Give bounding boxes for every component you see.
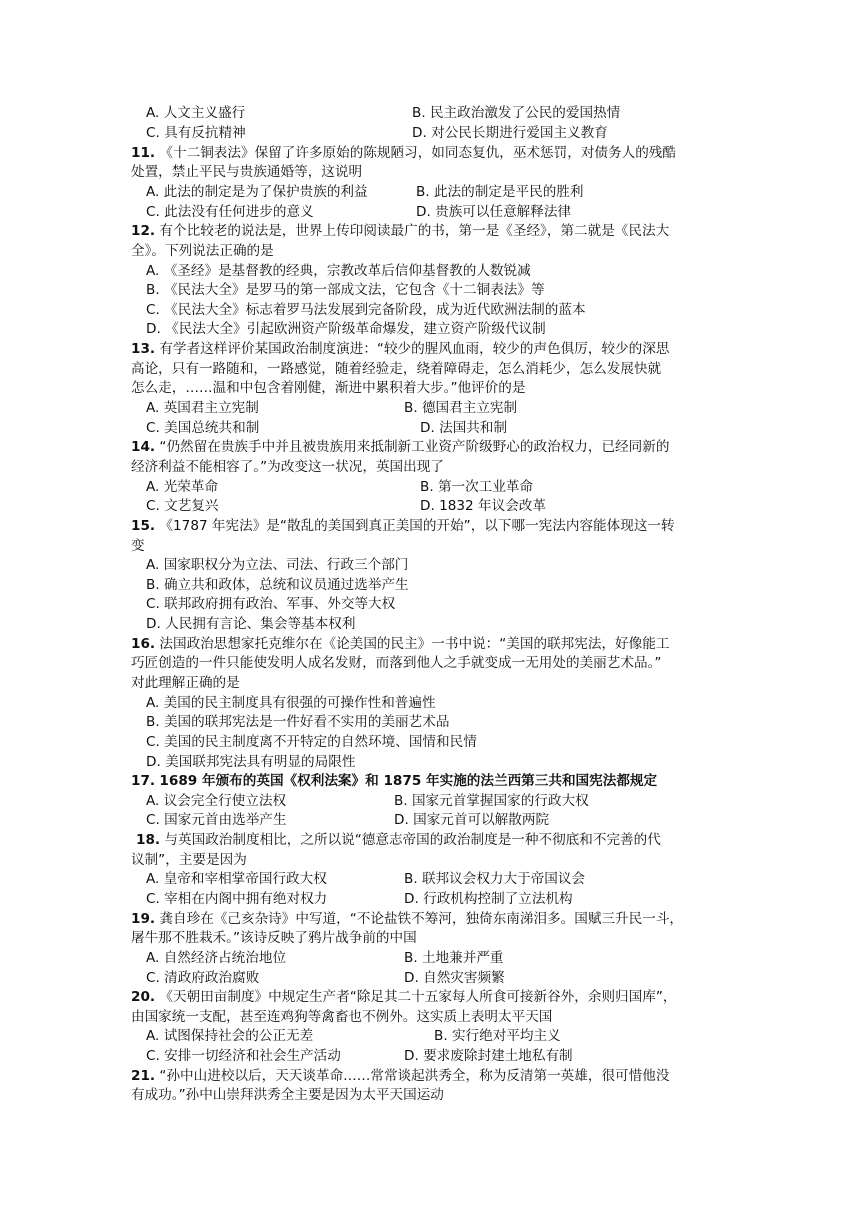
q16-stem-line-3: 对此理解正确的是 [131,675,240,691]
q19-option-b: B. 土地兼并严重 [404,950,504,966]
q11-stem-line-2: 处置，禁止平民与贵族通婚等，这说明 [131,164,363,180]
q14-number: 14. [131,439,156,455]
q18-number: 18. [136,832,161,848]
q10-option-b: B. 民主政治激发了公民的爱国热情 [412,105,621,121]
q12-option-a: A. 《圣经》是基督教的经典，宗教改革后信仰基督教的人数锐减 [146,263,531,279]
q16-option-d: D. 美国联邦宪法具有明显的局限性 [146,754,356,770]
q18-option-a: A. 皇帝和宰相掌帝国行政大权 [146,871,327,887]
q15-option-d: D. 人民拥有言论、集会等基本权利 [146,616,356,632]
q19-stem-line-1 [131,910,683,929]
q17-option-b: B. 国家元首掌握国家的行政大权 [394,793,589,809]
q15-stem-text-1: 《1787 年宪法》是“散乱的美国到真正美国的开始”，以下哪一宪法内容能体现这一转 [159,518,675,534]
q10-option-a: A. 人文主义盛行 [146,105,246,121]
q10-option-c: C. 具有反抗精神 [146,125,246,141]
q17-stem-text-1: 1689 年颁布的英国《权利法案》和 1875 年实施的法兰西第三共和国宪法都规定 [159,773,658,789]
q14-stem-line-2: 经济利益不能相容了。”为改变这一状况，英国出现了 [131,459,444,475]
q21-stem-text-1: “孙中山进校以后，天天谈革命……常常谈起洪秀全，称为反清第一英雄，很可惜他没 [159,1068,670,1084]
q13-number: 13. [131,341,156,357]
q17-option-a: A. 议会完全行使立法权 [146,793,287,809]
q10-option-d: D. 对公民长期进行爱国主义教育 [412,125,608,141]
q17-option-c: C. 国家元首由选举产生 [146,812,287,828]
q16-stem-line-2: 巧匠创造的一件只能使发明人成名发财，而落到他人之手就变成一无用处的美丽艺术品。” [131,655,662,671]
q11-option-a: A. 此法的制定是为了保护贵族的利益 [146,184,368,200]
q15-option-a: A. 国家职权分为立法、司法、行政三个部门 [146,557,409,573]
q18-stem-line-1 [136,831,661,850]
q18-option-c: C. 宰相在内阁中拥有绝对权力 [146,891,328,907]
q12-option-c: C. 《民法大全》标志着罗马法发展到完备阶段，成为近代欧洲法制的蓝本 [146,302,586,318]
q17-stem-line-1 [131,772,657,791]
q16-option-a: A. 美国的民主制度具有很强的可操作性和普遍性 [146,695,436,711]
q15-number: 15. [131,518,156,534]
q15-option-c: C. 联邦政府拥有政治、军事、外交等大权 [146,596,396,612]
q13-stem-line-3: 怎么走，……温和中包含着刚健，渐进中累积着大步。”他评价的是 [131,380,526,396]
q12-number: 12. [131,223,156,239]
q16-number: 16. [131,636,156,652]
q13-option-d: D. 法国共和制 [420,420,508,436]
q11-stem-line-1 [131,144,676,163]
q20-option-a: A. 试图保持社会的公正无差 [146,1028,314,1044]
q19-stem-text-1: 龚自珍在《己亥杂诗》中写道，“不论盐铁不筹河，独倚东南涕泪多。国赋三升民一斗， [159,911,684,927]
q11-option-c: C. 此法没有任何进步的意义 [146,204,314,220]
q14-stem-text-1: “仍然留在贵族手中并且被贵族用来抵制新工业资产阶级野心的政治权力，已经同新的 [159,439,670,455]
q13-stem-line-1 [131,340,669,359]
q20-stem-text-1: 《天朝田亩制度》中规定生产者“除足其二十五家每人所食可接新谷外，余则归国库”， [159,989,677,1005]
q13-stem-text-1: 有学者这样评价某国政治制度演进：“较少的腥风血雨，较少的声色俱厉，较少的深思 [159,341,670,357]
q13-option-b: B. 德国君主立宪制 [404,400,518,416]
q19-number: 19. [131,911,156,927]
q13-option-a: A. 英国君主立宪制 [146,400,259,416]
q19-option-d: D. 自然灾害频繁 [404,970,505,986]
q21-number: 21. [131,1068,156,1084]
q11-stem-text-1: 《十二铜表法》保留了许多原始的陈规陋习，如同态复仇，巫术惩罚，对债务人的残酷 [159,145,676,161]
q20-number: 20. [131,989,156,1005]
q20-option-c: C. 安排一切经济和社会生产活动 [146,1048,341,1064]
q18-option-d: D. 行政机构控制了立法机构 [404,891,573,907]
q19-stem-line-2: 屠牛那不胜栽禾。”该诗反映了鸦片战争前的中国 [131,930,417,946]
q14-option-a: A. 光荣革命 [146,479,219,495]
q11-number: 11. [131,145,156,161]
q11-option-d: D. 贵族可以任意解释法律 [416,204,572,220]
q18-stem-line-2: 议制”，主要是因为 [131,852,247,868]
q11-option-b: B. 此法的制定是平民的胜利 [416,184,584,200]
q21-stem-line-2: 有成功。”孙中山崇拜洪秀全主要是因为太平天国运动 [131,1087,444,1103]
q12-option-b: B. 《民法大全》是罗马的第一部成文法，它包含《十二铜表法》等 [146,282,545,298]
q21-stem-line-1 [131,1067,669,1086]
q15-stem-line-2: 变 [131,538,145,554]
q15-stem-line-1 [131,517,675,536]
q16-stem-line-1 [131,635,669,654]
q15-option-b: B. 确立共和政体，总统和议员通过选举产生 [146,577,409,593]
q17-option-d: D. 国家元首可以解散两院 [394,812,550,828]
q19-option-a: A. 自然经济占统治地位 [146,950,287,966]
q19-option-c: C. 清政府政治腐败 [146,970,260,986]
q20-option-b: B. 实行绝对平均主义 [434,1028,561,1044]
q20-stem-line-1 [131,988,676,1007]
q16-option-c: C. 美国的民主制度离不开特定的自然环境、国情和民情 [146,734,477,750]
q12-stem-line-2: 全》。下列说法正确的是 [131,243,274,259]
q20-stem-line-2: 由国家统一支配，甚至连鸡狗等禽畜也不例外。这实质上表明太平天国 [131,1009,553,1025]
q13-option-c: C. 美国总统共和制 [146,420,260,436]
q20-option-d: D. 要求废除封建土地私有制 [404,1048,573,1064]
q14-stem-line-1 [131,438,669,457]
q17-number: 17. [131,773,156,789]
q12-option-d: D. 《民法大全》引起欧洲资产阶级革命爆发，建立资产阶级代议制 [146,321,546,337]
q14-option-b: B. 第一次工业革命 [420,479,534,495]
q18-option-b: B. 联邦议会权力大于帝国议会 [404,871,586,887]
q14-option-d: D. 1832 年议会改革 [420,498,546,514]
q12-stem-text-1: 有个比较老的说法是，世界上传印阅读最广的书，第一是《圣经》，第二就是《民法大 [159,223,670,239]
q12-stem-line-1 [131,222,669,241]
q16-stem-text-1: 法国政治思想家托克维尔在《论美国的民主》一书中说：“美国的联邦宪法，好像能工 [159,636,670,652]
q18-stem-text-1: 与英国政治制度相比，之所以说“德意志帝国的政治制度是一种不彻底和不完善的代 [164,832,661,848]
q13-stem-line-2: 高论，只有一路随和，一路感觉，随着经验走，绕着障碍走，怎么消耗少，怎么发展快就 [131,361,662,377]
q16-option-b: B. 美国的联邦宪法是一件好看不实用的美丽艺术品 [146,714,450,730]
q14-option-c: C. 文艺复兴 [146,498,219,514]
